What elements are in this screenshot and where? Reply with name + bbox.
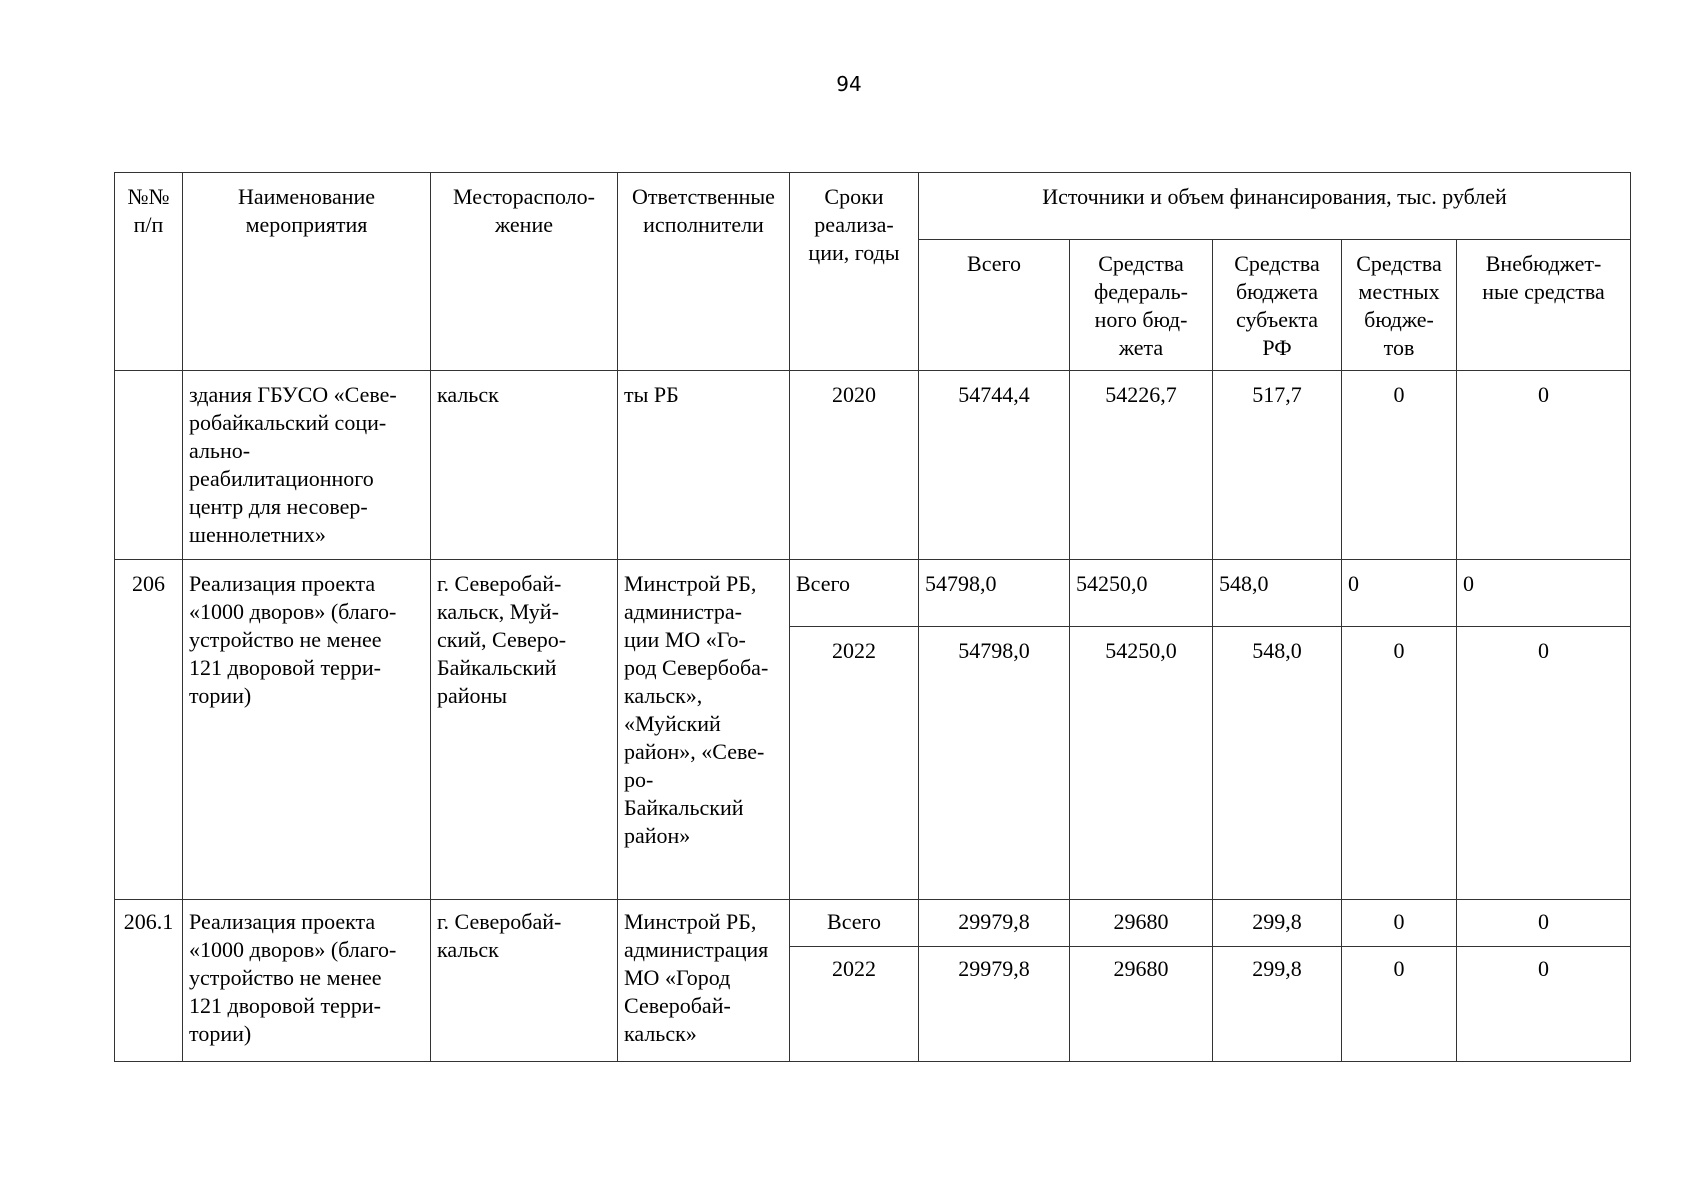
header-num: №№ п/п: [115, 173, 183, 371]
row-period: 2022: [790, 947, 919, 1062]
row-extra: 0: [1457, 627, 1631, 900]
row-extra: 0: [1457, 900, 1631, 947]
row-federal: 29680: [1070, 947, 1213, 1062]
row-total: 54798,0: [919, 627, 1070, 900]
header-regional: Средства бюджета субъекта РФ: [1213, 240, 1342, 371]
header-financing: Источники и объем финансирования, тыс. рублей: [919, 173, 1631, 240]
row-period: 2022: [790, 627, 919, 900]
row-local: 0: [1342, 627, 1457, 900]
financing-table: [114, 172, 1631, 1062]
row-total: 29979,8: [919, 900, 1070, 947]
header-federal: Средства федераль- ного бюд- жета: [1070, 240, 1213, 371]
header-period: Сроки реализа- ции, годы: [790, 173, 919, 371]
row-local: 0: [1342, 947, 1457, 1062]
header-extrabudgetary: Внебюджет- ные средства: [1457, 240, 1631, 371]
row-regional: 548,0: [1213, 560, 1342, 627]
row-regional: 299,8: [1213, 900, 1342, 947]
header-local: Средства местных бюдже- тов: [1342, 240, 1457, 371]
row-num: 206.1: [115, 900, 183, 1062]
row-name: Реализация проекта «1000 дворов» (благо- устройство не менее 121 дворовой терри- тории): [183, 900, 431, 1062]
row-num: [115, 371, 183, 560]
header-name: Наименование мероприятия: [183, 173, 431, 371]
row-location: кальск: [431, 371, 618, 560]
row-name: Реализация проекта «1000 дворов» (благо- устройство не менее 121 дворовой терри- тории): [183, 560, 431, 900]
row-location: г. Северобай- кальск: [431, 900, 618, 1062]
row-extra: 0: [1457, 560, 1631, 627]
row-total: 54798,0: [919, 560, 1070, 627]
row-responsible: ты РБ: [618, 371, 790, 560]
row-federal: 54250,0: [1070, 560, 1213, 627]
row-location: г. Северобай- кальск, Муй- ский, Северо- Байкальский районы: [431, 560, 618, 900]
row-num: 206: [115, 560, 183, 900]
row-local: 0: [1342, 560, 1457, 627]
page-number: 94: [836, 72, 862, 96]
row-period: Всего: [790, 900, 919, 947]
row-extra: 0: [1457, 947, 1631, 1062]
row-period: 2020: [790, 371, 919, 560]
row-total: 29979,8: [919, 947, 1070, 1062]
header-location: Месторасполо- жение: [431, 173, 618, 371]
row-period: Всего: [790, 560, 919, 627]
row-regional: 299,8: [1213, 947, 1342, 1062]
row-responsible: Минстрой РБ, администрация МО «Город Северобай- кальск»: [618, 900, 790, 1062]
row-extra: 0: [1457, 371, 1631, 560]
row-federal: 54250,0: [1070, 627, 1213, 900]
row-federal: 54226,7: [1070, 371, 1213, 560]
table-row: [115, 560, 1631, 627]
header-total: Всего: [919, 240, 1070, 371]
row-regional: 548,0: [1213, 627, 1342, 900]
row-federal: 29680: [1070, 900, 1213, 947]
row-regional: 517,7: [1213, 371, 1342, 560]
row-local: 0: [1342, 371, 1457, 560]
row-name: здания ГБУСО «Севе- робайкальский соци- ально- реабилитационного центр для несовер- шеннолетних»: [183, 371, 431, 560]
row-local: 0: [1342, 900, 1457, 947]
row-responsible: Минстрой РБ, администра- ции МО «Го- род Севербоба- кальск», «Муйский район», «Севе- ро- Байкальский район»: [618, 560, 790, 900]
header-responsible: Ответственные исполнители: [618, 173, 790, 371]
header-row-1: [115, 173, 1631, 240]
table-row: [115, 371, 1631, 560]
table-row: [115, 900, 1631, 947]
row-total: 54744,4: [919, 371, 1070, 560]
